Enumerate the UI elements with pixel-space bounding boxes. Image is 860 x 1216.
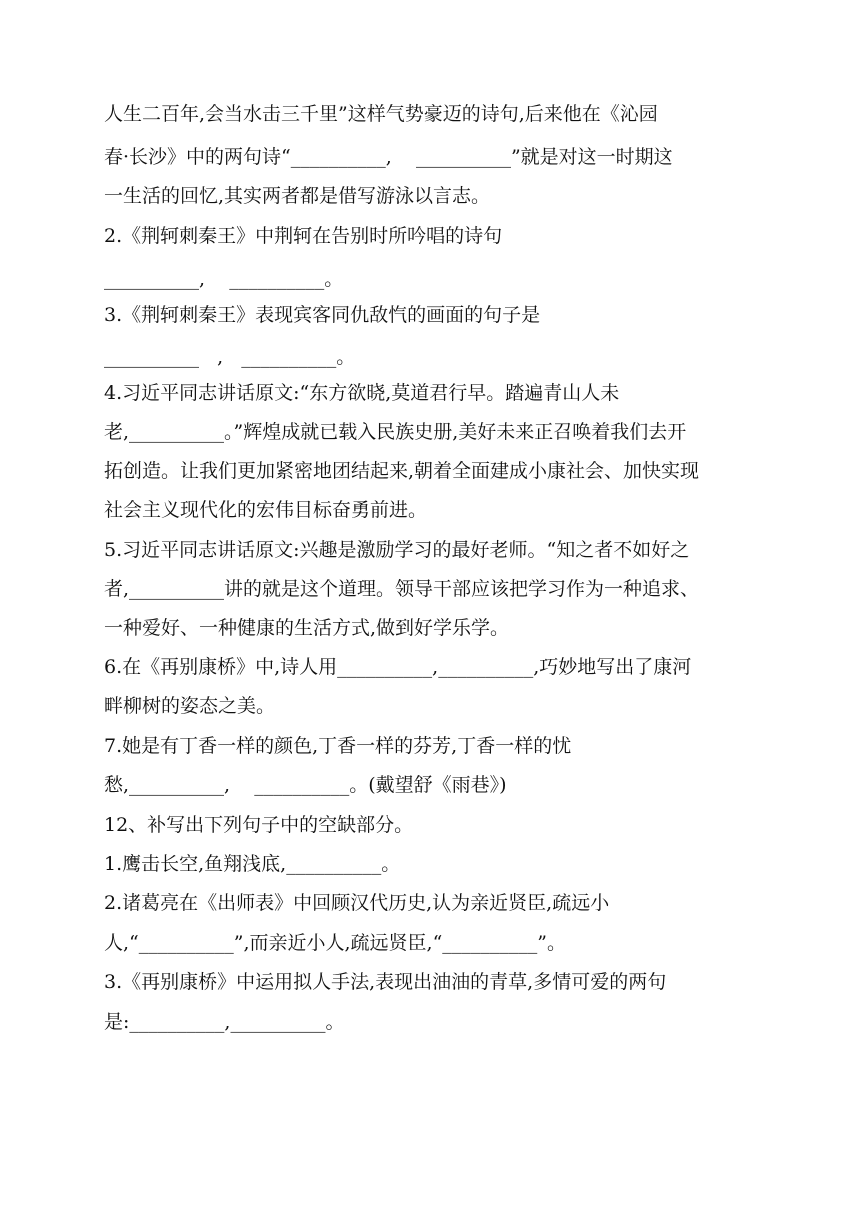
text-line: 老,__________。”辉煌成就已载入民族史册,美好未来正召唤着我们去开 bbox=[104, 421, 687, 443]
text-line: 社会主义现代化的宏伟目标奋勇前进。 bbox=[104, 499, 428, 521]
text-line: 畔柳树的姿态之美。 bbox=[104, 695, 276, 717]
question-1: 1.鹰击长空,鱼翔浅底,__________。 bbox=[104, 853, 401, 875]
section-heading: 12、补写出下列句子中的空缺部分。 bbox=[104, 814, 414, 836]
question-5: 5.习近平同志讲话原文:兴趣是激励学习的最好老师。“知之者不如好之 bbox=[104, 539, 690, 561]
text-line: 春·长沙》中的两句诗“__________, __________”就是对这一时期这 bbox=[104, 146, 673, 168]
text-line: 拓创造。让我们更加紧密地团结起来,朝着全面建成小康社会、加快实现 bbox=[104, 460, 700, 482]
question-2: 2.《荆轲刺秦王》中荆轲在告别时所吟唱的诗句 bbox=[104, 225, 503, 247]
question-2b: 2.诸葛亮在《出师表》中回顾汉代历史,认为亲近贤臣,疏远小 bbox=[104, 892, 610, 914]
text-line: 一种爱好、一种健康的生活方式,做到好学乐学。 bbox=[104, 617, 510, 639]
text-line: 人生二百年,会当水击三千里”这样气势豪迈的诗句,后来他在《沁园 bbox=[104, 103, 658, 125]
blank-line: __________ , __________。 bbox=[104, 346, 356, 368]
question-3: 3.《荆轲刺秦王》表现宾客同仇敌忾的画面的句子是 bbox=[104, 304, 541, 326]
text-line: 人,“__________”,而亲近小人,疏远贤臣,“__________”。 bbox=[104, 932, 567, 954]
blank-line: __________, __________。 bbox=[104, 268, 344, 290]
text-line: 是:__________,__________。 bbox=[104, 1011, 345, 1033]
question-7: 7.她是有丁香一样的颜色,丁香一样的芬芳,丁香一样的忧 bbox=[104, 735, 572, 757]
question-4: 4.习近平同志讲话原文:“东方欲晓,莫道君行早。踏遍青山人未 bbox=[104, 382, 620, 404]
text-line: 一生活的回忆,其实两者都是借写游泳以言志。 bbox=[104, 185, 491, 207]
text-line: 愁,__________, __________。(戴望舒《雨巷》) bbox=[104, 774, 507, 796]
question-6: 6.在《再别康桥》中,诗人用__________,__________,巧妙地写出了康河 bbox=[104, 656, 692, 678]
question-3b: 3.《再别康桥》中运用拟人手法,表现出油油的青草,多情可爱的两句 bbox=[104, 971, 667, 993]
text-line: 者,__________讲的就是这个道理。领导干部应该把学习作为一种追求、 bbox=[104, 578, 700, 600]
